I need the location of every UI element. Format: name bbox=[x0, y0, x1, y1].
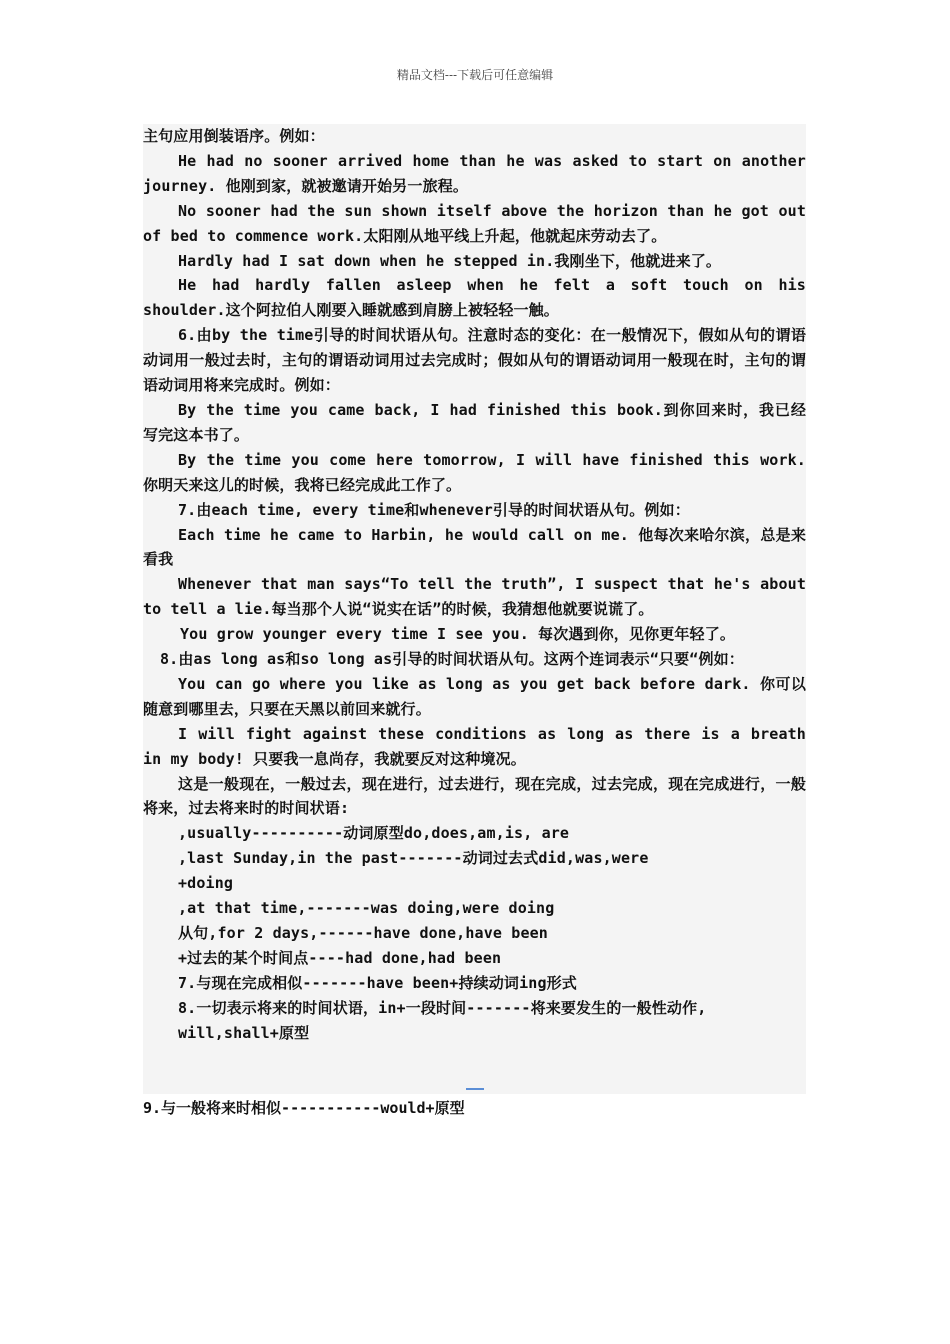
paragraph: No sooner had the sun shown itself above the horizon than he got out of bed to commence work.太阳刚从地平线上升起，他就起床劳动去了。 bbox=[143, 201, 806, 245]
list-line: 7.与现在完成相似-------have been+持续动词ing形式 bbox=[178, 973, 577, 992]
paragraph: 这是一般现在，一般过去，现在进行，过去进行，现在完成，过去完成，现在完成进行，一般将来，过去将来时的时间状语: bbox=[143, 774, 806, 818]
paragraph: Hardly had I sat down when he stepped in.我刚坐下，他就进来了。 bbox=[178, 251, 722, 270]
list-line: +doing bbox=[178, 874, 234, 893]
paragraph: 7.由each time, every time和whenever引导的时间状语从句。例如： bbox=[178, 500, 690, 519]
paragraph: Each time he came to Harbin, he would call on me. 他每次来哈尔滨，总是来看我 bbox=[143, 525, 806, 569]
paragraph: 6.由by the time引导的时间状语从句。注意时态的变化：在一般情况下，假如从句的谓语动词用一般过去时，主句的谓语动词用过去完成时；假如从句的谓语动词用一般现在时，主句的谓语动词用将来完成时。例如： bbox=[143, 326, 806, 395]
page-break-marker bbox=[466, 1088, 484, 1090]
list-line: ,usually----------动词原型do,does,am,is, are bbox=[178, 824, 570, 843]
document-body bbox=[143, 124, 806, 1046]
footer-line: 9.与一般将来时相似-----------would+原型 bbox=[143, 1099, 465, 1117]
paragraph: By the time you came back, I had finished this book.到你回来时，我已经写完这本书了。 bbox=[143, 400, 806, 444]
paragraph: He had no sooner arrived home than he was asked to start on another journey. 他刚到家，就被邀请开始另一旅程。 bbox=[143, 151, 806, 195]
list-line: 8.一切表示将来的时间状语，in+一段时间-------将来要发生的一般性动作, bbox=[178, 998, 707, 1017]
page-header: 精品文档---下载后可任意编辑 bbox=[396, 68, 554, 82]
paragraph: Whenever that man says“To tell the truth”, I suspect that he's about to tell a lie.每当那个人说“说实在话”的时候，我猜想他就要说谎了。 bbox=[143, 575, 806, 619]
paragraph: 主句应用倒装语序。例如： bbox=[143, 127, 325, 145]
list-line: ,at that time,-------was doing,were doing bbox=[178, 899, 555, 918]
paragraph: You grow younger every time I see you. 每次遇到你，见你更年轻了。 bbox=[180, 625, 736, 644]
list-line: will,shall+原型 bbox=[178, 1023, 310, 1042]
paragraph: By the time you come here tomorrow, I will have finished this work. 你明天来这儿的时候，我将已经完成此工作了。 bbox=[143, 450, 806, 494]
paragraph: 8.由as long as和so long as引导的时间状语从句。这两个连词表示“只要“例如： bbox=[160, 650, 744, 669]
list-line: ,last Sunday,in the past-------动词过去式did,was,were bbox=[178, 849, 649, 868]
paragraph: He had hardly fallen asleep when he felt a soft touch on his shoulder.这个阿拉伯人刚要入睡就感到肩膀上被轻轻一触。 bbox=[143, 276, 806, 320]
list-line: 从句,for 2 days,------have done,have been bbox=[178, 924, 548, 942]
paragraph: You can go where you like as long as you get back before dark. 你可以随意到哪里去，只要在天黑以前回来就行。 bbox=[143, 674, 806, 718]
list-line: +过去的某个时间点----had done,had been bbox=[178, 948, 502, 967]
paragraph: I will fight against these conditions as long as there is a breath in my body! 只要我一息尚存，我就要反对这种境况。 bbox=[143, 724, 806, 768]
